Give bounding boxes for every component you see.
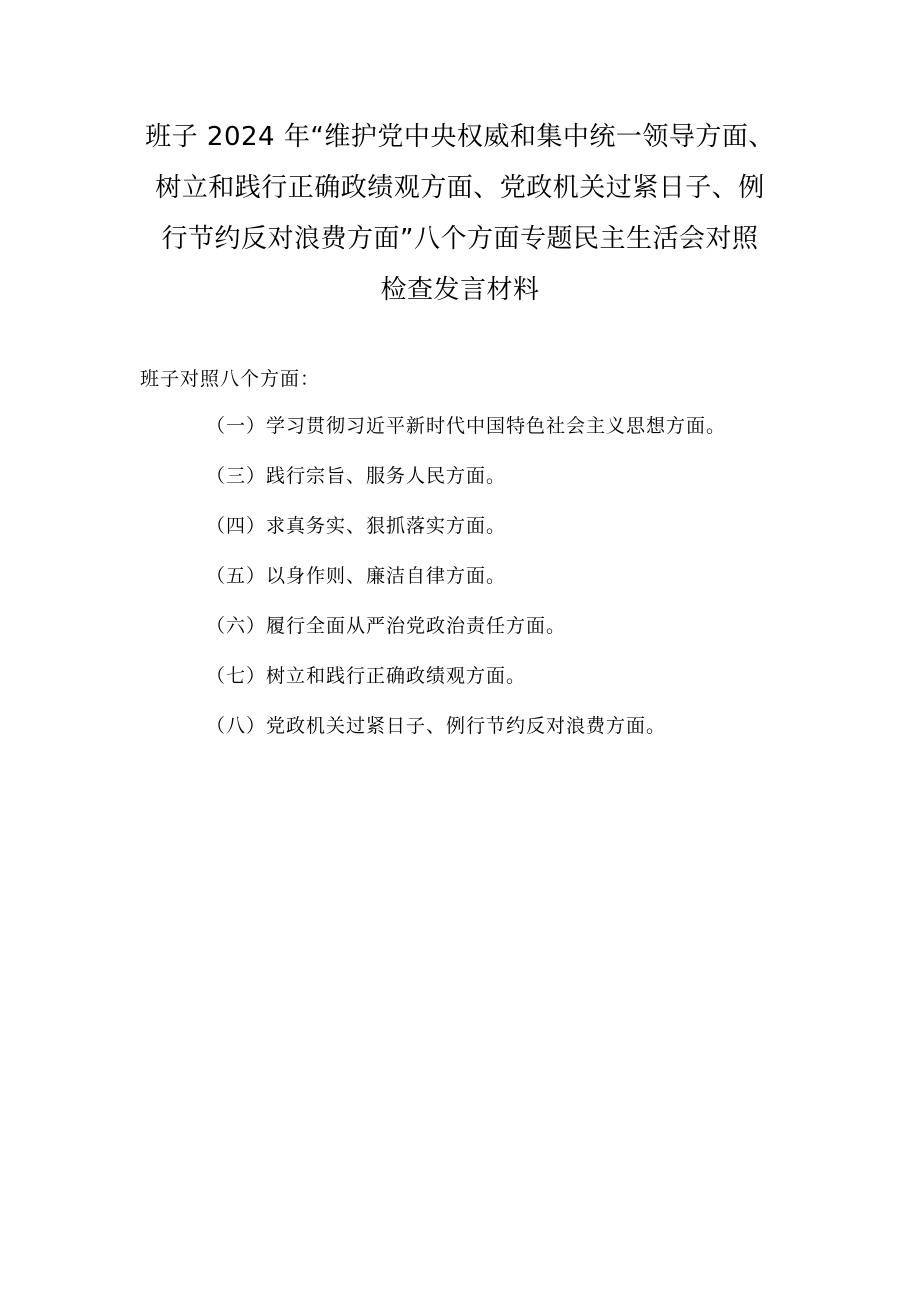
aspect-item-7: （七）树立和践行正确政绩观方面。: [206, 665, 527, 687]
document-title: [120, 112, 800, 316]
intro-text: 班子对照八个方面：: [140, 368, 321, 390]
title-line-4: 检查发言材料: [380, 275, 540, 305]
aspect-item-6: （六）履行全面从严治党政治责任方面。: [206, 615, 567, 637]
aspect-item-5: （五）以身作则、廉洁自律方面。: [206, 565, 507, 587]
aspect-item-4: （四）求真务实、狠抓落实方面。: [206, 515, 507, 537]
aspect-list: [206, 413, 726, 763]
title-line-3: 行节约反对浪费方面”八个方面专题民主生活会对照: [161, 224, 759, 254]
aspect-item-8: （八）党政机关过紧日子、例行节约反对浪费方面。: [206, 715, 667, 737]
aspect-item-1: （一）学习贯彻习近平新时代中国特色社会主义思想方面。: [206, 415, 727, 437]
aspect-item-3: （三）践行宗旨、服务人民方面。: [206, 465, 507, 487]
title-line-2: 树立和践行正确政绩观方面、党政机关过紧日子、例: [155, 173, 765, 203]
title-line-1: 班子 2024 年“维护党中央权威和集中统一领导方面、: [145, 122, 775, 152]
